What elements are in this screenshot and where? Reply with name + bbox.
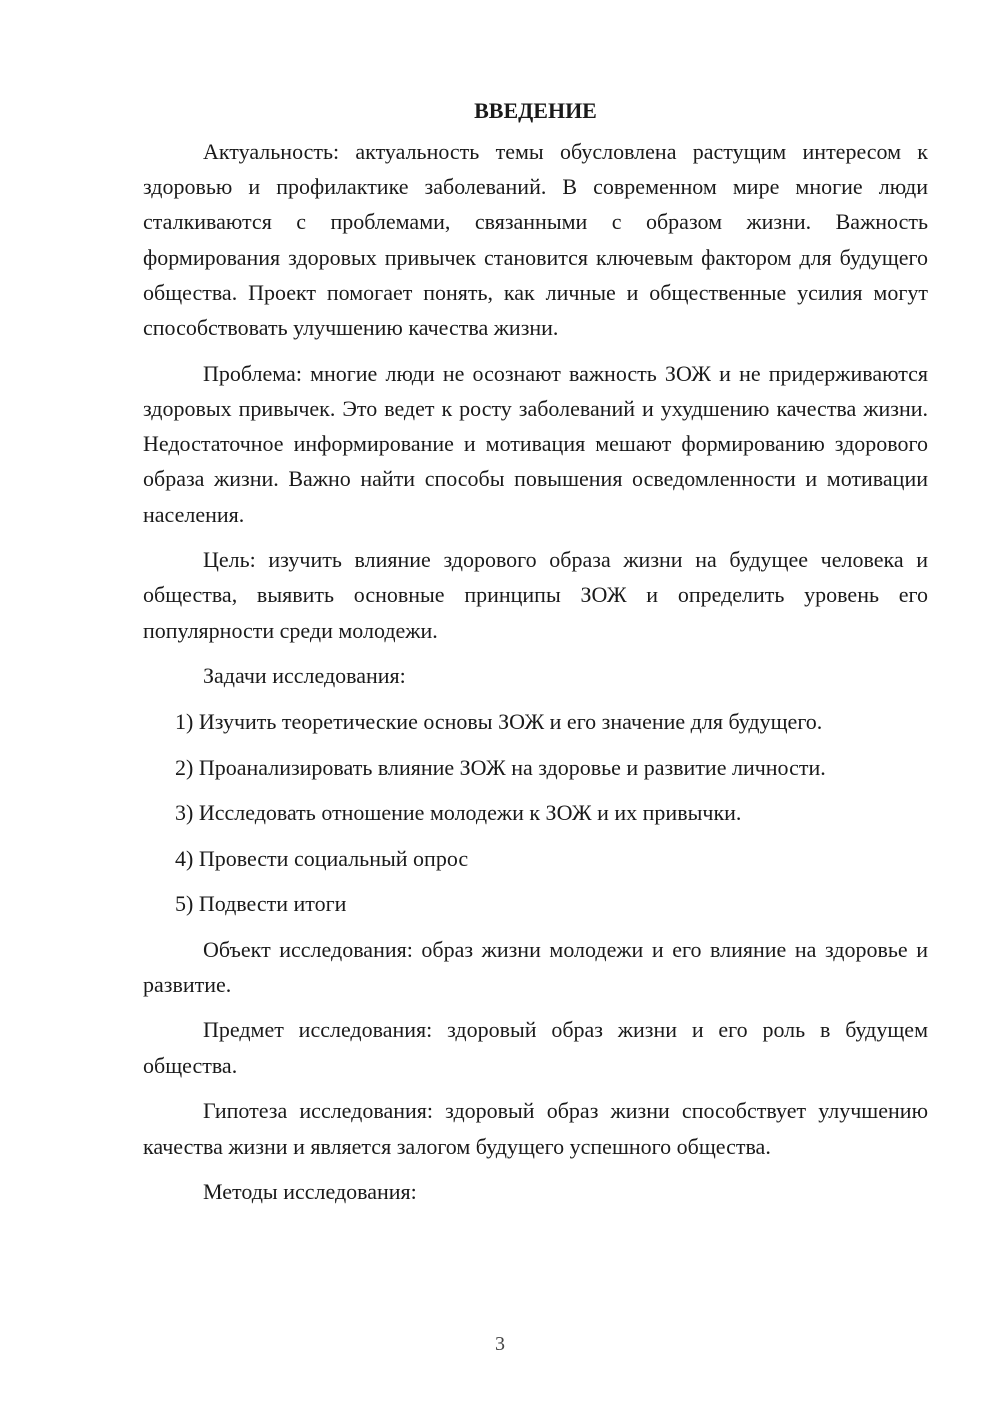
list-item: 1) Изучить теоретические основы ЗОЖ и его значение для будущего. xyxy=(175,709,823,735)
methods-heading: Методы исследования: xyxy=(203,1179,417,1205)
tasks-list xyxy=(143,704,928,921)
list-item: 3) Исследовать отношение молодежи к ЗОЖ и их привычки. xyxy=(175,800,742,826)
list-item: 5) Подвести итоги xyxy=(175,891,347,917)
list-item: 4) Провести социальный опрос xyxy=(175,845,469,871)
section-heading: ВВЕДЕНИЕ xyxy=(474,98,597,123)
document-page xyxy=(143,96,928,1220)
list-item: 2) Проанализировать влияние ЗОЖ на здоровье и развитие личности. xyxy=(175,754,826,780)
paragraph-goal: Цель: изучить влияние здорового образа жизни на будущее человека и общества, выявить основные принципы ЗОЖ и определить уровень его популярности среди молодежи. xyxy=(143,547,928,643)
page-number: 3 xyxy=(495,1333,505,1355)
paragraph-subject: Предмет исследования: здоровый образ жизни и его роль в будущем общества. xyxy=(143,1017,928,1078)
tasks-heading: Задачи исследования: xyxy=(203,663,406,689)
paragraph-problem: Проблема: многие люди не осознают важность ЗОЖ и не придерживаются здоровых привычек. Это ведет к росту заболеваний и ухудшению качества жизни. Недостаточное информирование и мотивация мешают формированию здорового образа жизни. Важно найти способы повышения осведомленности и мотивации населения. xyxy=(143,360,928,527)
paragraph-object: Объект исследования: образ жизни молодежи и его влияние на здоровье и развитие. xyxy=(143,936,928,997)
paragraph-relevance: Актуальность: актуальность темы обусловлена растущим интересом к здоровью и профилактике заболеваний. В современном мире многие люди сталкиваются с проблемами, связанными с образом жизни. Важность формирования здоровых привычек становится ключевым фактором для будущего общества. Проект помогает понять, как личные и общественные усилия могут способствовать улучшению качества жизни. xyxy=(143,139,928,341)
paragraph-hypothesis: Гипотеза исследования: здоровый образ жизни способствует улучшению качества жизни и является залогом будущего успешного общества. xyxy=(143,1098,928,1159)
